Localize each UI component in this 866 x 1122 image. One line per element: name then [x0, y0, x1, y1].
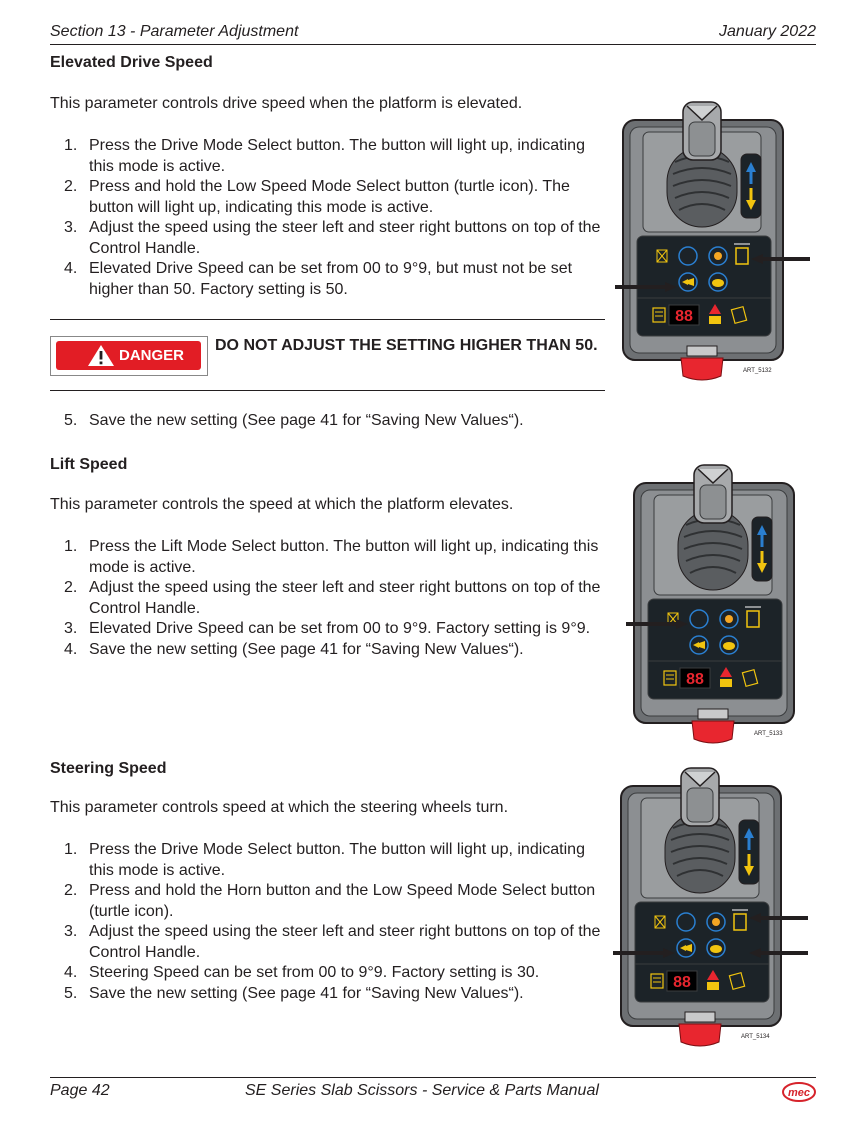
list-item: 2. Adjust the speed using the steer left and steer right buttons on top of the Control Handle.	[64, 579, 601, 617]
danger-box	[50, 336, 208, 376]
svg-text:mec: mec	[787, 1087, 811, 1099]
list-item: 3. Adjust the speed using the steer left and steer right buttons on top of the Control Handle.	[64, 219, 601, 257]
list-item: 5. Save the new setting (See page 41 for “Saving New Values“).	[64, 984, 524, 1002]
section-heading: Lift Speed	[50, 456, 128, 473]
manual-title: SE Series Slab Scissors - Service & Parts Manual	[245, 1082, 599, 1099]
divider	[50, 319, 605, 320]
list-item: 4. Save the new setting (See page 41 for “Saving New Values“).	[64, 640, 524, 658]
step-list	[50, 136, 610, 300]
turtle-icon	[712, 279, 724, 287]
emergency-stop-icon[interactable]	[679, 1024, 721, 1046]
list-item: 1. Press the Drive Mode Select button. The button will light up, indicating this mode is active.	[64, 137, 585, 175]
speed-display: 88	[686, 671, 704, 688]
section-intro: This parameter controls speed at which the steering wheels turn.	[50, 799, 509, 816]
speed-display: 88	[675, 308, 693, 325]
figure-id: ART_5133	[754, 731, 783, 737]
section-title: Section 13 - Parameter Adjustment	[50, 23, 299, 40]
header-date: January 2022	[719, 23, 816, 40]
mec-logo-icon	[782, 1082, 816, 1102]
danger-badge	[56, 341, 201, 370]
list-item: 1. Press the Drive Mode Select button. The button will light up, indicating this mode is active.	[64, 841, 585, 879]
list-item: 4. Elevated Drive Speed can be set from 00 to 9°9, but must not be set higher than 50. Factory setting is 50.	[64, 260, 573, 298]
step-list	[50, 537, 610, 660]
danger-message: DO NOT ADJUST THE SETTING HIGHER THAN 50.	[215, 337, 598, 354]
emergency-stop-icon[interactable]	[692, 721, 734, 743]
list-item: 3. Adjust the speed using the steer left and steer right buttons on top of the Control Handle.	[64, 923, 601, 961]
page-footer	[50, 1077, 816, 1108]
list-item: 4. Steering Speed can be set from 00 to 9°9. Factory setting is 30.	[64, 964, 540, 981]
list-item: 1. Press the Lift Mode Select button. The button will light up, indicating this mode is active.	[64, 538, 599, 576]
list-item: 2. Press and hold the Horn button and the Low Speed Mode Select button (turtle icon).	[64, 882, 596, 920]
section-heading: Steering Speed	[50, 760, 167, 777]
step-list	[50, 411, 610, 432]
emergency-stop-icon[interactable]	[681, 358, 723, 380]
controller-figure	[615, 92, 810, 387]
page-number: Page 42	[50, 1082, 110, 1099]
warning-triangle-icon	[86, 343, 116, 368]
section-intro: This parameter controls the speed at which the platform elevates.	[50, 496, 514, 513]
step-list	[50, 840, 610, 1004]
danger-label: DANGER	[119, 347, 185, 364]
turtle-icon	[723, 642, 735, 650]
list-item: 3. Elevated Drive Speed can be set from 00 to 9°9. Factory setting is 9°9.	[64, 620, 591, 637]
list-item: 5. Save the new setting (See page 41 for “Saving New Values“).	[64, 412, 524, 429]
list-item: 2. Press and hold the Low Speed Mode Select button (turtle icon). The button will light up, indicating this mode is active.	[64, 178, 570, 216]
divider	[50, 390, 605, 391]
speed-display: 88	[673, 974, 691, 991]
controller-figure	[626, 455, 821, 750]
figure-id: ART_5132	[743, 368, 772, 374]
section-intro: This parameter controls drive speed when the platform is elevated.	[50, 95, 523, 112]
page-header	[50, 22, 816, 45]
figure-id: ART_5134	[741, 1034, 770, 1040]
section-heading: Elevated Drive Speed	[50, 54, 213, 71]
controller-figure	[613, 758, 808, 1053]
turtle-icon	[710, 945, 722, 953]
